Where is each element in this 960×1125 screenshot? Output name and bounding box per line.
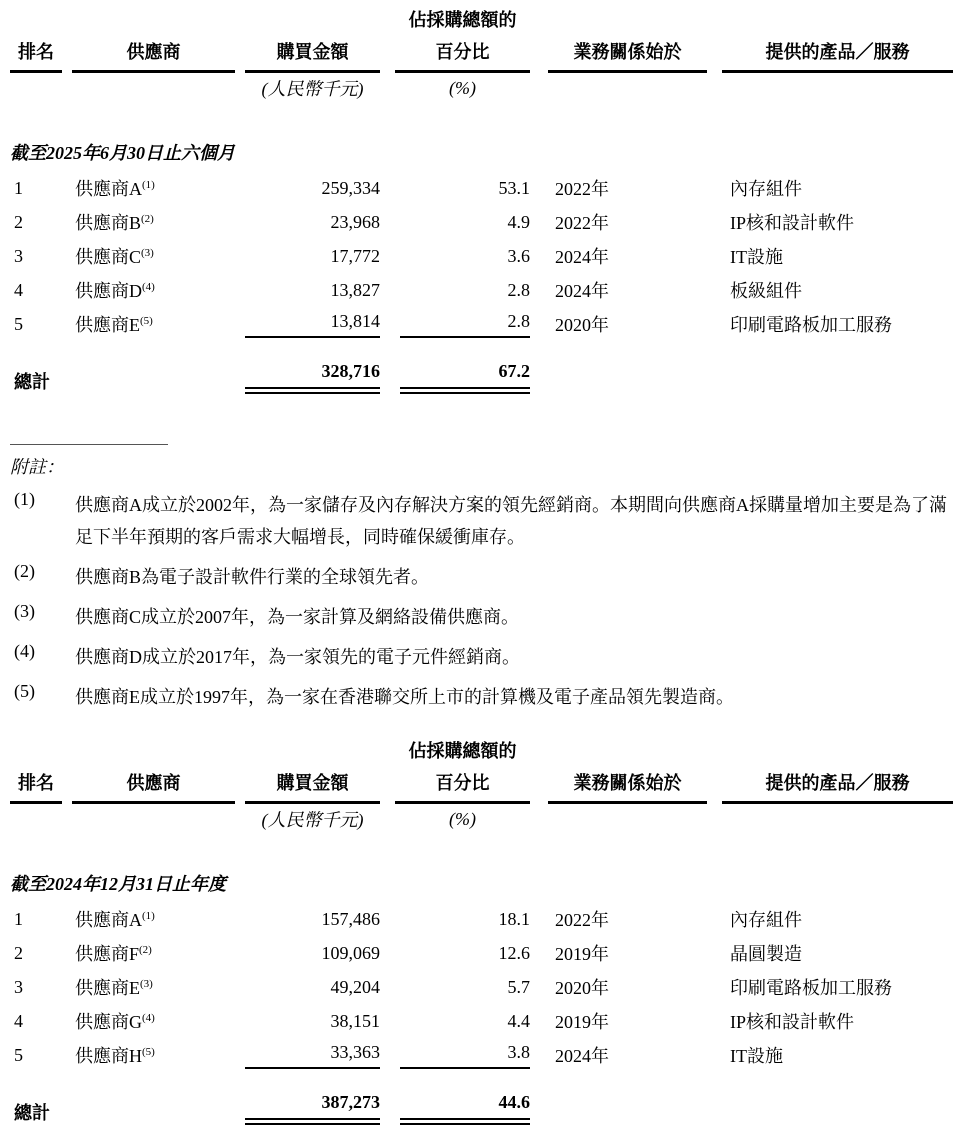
footnote-item bbox=[10, 681, 960, 713]
supplier-cell bbox=[72, 940, 245, 966]
table-header-top-line bbox=[10, 6, 960, 32]
products-cell: 印刷電路板加工服務 bbox=[730, 978, 892, 999]
total-label: 總計 bbox=[14, 1103, 50, 1124]
since-cell: 2019年 bbox=[555, 944, 609, 965]
double-rule bbox=[245, 1118, 380, 1125]
supplier-cell bbox=[72, 209, 245, 235]
amount-cell: 157,486 bbox=[321, 908, 380, 929]
supplier-cell bbox=[72, 974, 245, 1000]
products-cell: IP核和設計軟件 bbox=[730, 213, 855, 233]
pct-cell: 2.8 bbox=[380, 311, 530, 338]
products-cell: 印刷電路板加工服務 bbox=[730, 315, 892, 335]
column-header-products: 提供的產品／服務 bbox=[722, 765, 953, 804]
footnote-ref: (2) bbox=[139, 944, 152, 957]
rank-cell: 2 bbox=[14, 211, 23, 232]
amount-cell: 259,334 bbox=[321, 177, 380, 198]
pct-cell: 18.1 bbox=[498, 908, 530, 929]
rank-cell: 1 bbox=[14, 908, 23, 929]
column-header-pct: 百分比 bbox=[395, 34, 530, 73]
rank-cell: 4 bbox=[14, 279, 23, 300]
supplier-cell bbox=[72, 311, 245, 337]
footnote-ref: (3) bbox=[140, 978, 153, 991]
double-rule bbox=[400, 1118, 530, 1125]
rank-cell: 3 bbox=[14, 245, 23, 266]
table-row bbox=[10, 936, 960, 970]
supplier-cell bbox=[72, 906, 245, 932]
column-header-pct-top: 佔採購總額的 bbox=[408, 741, 517, 762]
pct-cell: 3.8 bbox=[380, 1042, 530, 1069]
footnote-item bbox=[10, 561, 960, 593]
double-rule bbox=[400, 387, 530, 394]
supplier-name: 供應商D bbox=[75, 281, 142, 301]
column-header-supplier: 供應商 bbox=[72, 765, 235, 804]
amount-cell: 33,363 bbox=[245, 1042, 380, 1069]
supplier-name: 供應商G bbox=[75, 1012, 142, 1033]
total-row bbox=[10, 1092, 960, 1125]
footnote-ref: (4) bbox=[142, 1012, 155, 1025]
pct-cell: 3.6 bbox=[507, 245, 530, 266]
table-row bbox=[10, 171, 960, 205]
pct-cell: 4.4 bbox=[507, 1010, 530, 1031]
supplier-cell bbox=[72, 277, 245, 303]
column-header-products: 提供的產品／服務 bbox=[722, 34, 953, 73]
table-row bbox=[10, 307, 960, 341]
products-cell: 內存組件 bbox=[730, 910, 802, 931]
table-units-row bbox=[10, 73, 960, 103]
column-header-pct-top: 佔採購總額的 bbox=[408, 10, 517, 30]
footnote-item bbox=[10, 601, 960, 633]
amount-unit-label: (人民幣千元) bbox=[261, 810, 364, 831]
period-title: 截至2024年12月31日止年度 bbox=[10, 874, 226, 895]
amount-cell: 13,827 bbox=[330, 279, 380, 300]
rank-cell: 3 bbox=[14, 976, 23, 997]
footnote-text: 供應商E成立於1997年，為一家在香港聯交所上市的計算機及電子產品領先製造商。 bbox=[75, 687, 734, 708]
rank-cell: 5 bbox=[14, 1044, 23, 1065]
footnote-number: (1) bbox=[14, 489, 35, 509]
table-header-top-line bbox=[10, 737, 960, 763]
pct-unit-label: (%) bbox=[449, 808, 476, 829]
total-row bbox=[10, 361, 960, 394]
supplier-name: 供應商H bbox=[75, 1046, 142, 1067]
supplier-name: 供應商E bbox=[75, 315, 140, 335]
products-cell: 晶圓製造 bbox=[730, 944, 802, 965]
footnote-text: 供應商B為電子設計軟件行業的全球領先者。 bbox=[75, 567, 430, 588]
pct-cell: 53.1 bbox=[498, 177, 530, 198]
since-cell: 2024年 bbox=[555, 1046, 609, 1067]
rank-cell: 4 bbox=[14, 1010, 23, 1031]
total-pct: 44.6 bbox=[380, 1092, 530, 1125]
column-header-rank: 排名 bbox=[10, 765, 62, 804]
amount-cell: 23,968 bbox=[330, 211, 380, 232]
column-header-rank: 排名 bbox=[10, 34, 62, 73]
footnotes-divider bbox=[10, 444, 168, 445]
total-label: 總計 bbox=[14, 372, 50, 392]
rank-cell: 5 bbox=[14, 313, 23, 334]
since-cell: 2022年 bbox=[555, 910, 609, 931]
amount-cell: 109,069 bbox=[321, 942, 380, 963]
table-row bbox=[10, 239, 960, 273]
pct-cell: 2.8 bbox=[507, 279, 530, 300]
footnote-ref: (3) bbox=[141, 247, 154, 259]
table-units-row bbox=[10, 804, 960, 834]
footnote-number: (2) bbox=[14, 561, 35, 582]
footnote-item bbox=[10, 489, 960, 553]
rank-cell: 1 bbox=[14, 177, 23, 198]
since-cell: 2024年 bbox=[555, 281, 609, 301]
period-title: 截至2025年6月30日止六個月 bbox=[10, 143, 235, 163]
products-cell: 板級組件 bbox=[730, 281, 802, 301]
supplier-cell bbox=[72, 1042, 245, 1068]
amount-cell: 13,814 bbox=[245, 311, 380, 338]
supplier-name: 供應商A bbox=[75, 910, 142, 931]
since-cell: 2019年 bbox=[555, 1012, 609, 1033]
amount-cell: 17,772 bbox=[330, 245, 380, 266]
column-header-amount: 購買金額 bbox=[245, 34, 380, 73]
footnote-number: (4) bbox=[14, 641, 35, 662]
supplier-name: 供應商E bbox=[75, 978, 140, 999]
footnote-text: 供應商C成立於2007年，為一家計算及網絡設備供應商。 bbox=[75, 607, 520, 628]
table-row bbox=[10, 273, 960, 307]
footnote-number: (5) bbox=[14, 681, 35, 702]
table-row bbox=[10, 902, 960, 936]
table-row bbox=[10, 205, 960, 239]
products-cell: IT設施 bbox=[730, 1046, 783, 1067]
footnote-ref: (1) bbox=[142, 910, 155, 923]
since-cell: 2020年 bbox=[555, 315, 609, 335]
footnote-item bbox=[10, 641, 960, 673]
footnote-ref: (1) bbox=[142, 179, 155, 191]
footnote-number: (3) bbox=[14, 601, 35, 622]
since-cell: 2024年 bbox=[555, 247, 609, 267]
table-header-row bbox=[10, 34, 960, 73]
products-cell: IP核和設計軟件 bbox=[730, 1012, 855, 1033]
supplier-cell bbox=[72, 1008, 245, 1034]
amount-cell: 38,151 bbox=[330, 1010, 380, 1031]
table-row bbox=[10, 970, 960, 1004]
amount-unit-label: (人民幣千元) bbox=[261, 79, 364, 99]
footnote-text: 供應商A成立於2002年，為一家儲存及內存解決方案的領先經銷商。本期間向供應商A採購量增加主要是為了滿足下半年預期的客戶需求大幅增長，同時確保緩衝庫存。 bbox=[75, 495, 947, 548]
rank-cell: 2 bbox=[14, 942, 23, 963]
supplier-cell bbox=[72, 243, 245, 269]
since-cell: 2020年 bbox=[555, 978, 609, 999]
total-pct: 67.2 bbox=[380, 361, 530, 394]
footnote-ref: (5) bbox=[142, 1046, 155, 1059]
pct-cell: 4.9 bbox=[507, 211, 530, 232]
supplier-name: 供應商B bbox=[75, 213, 142, 233]
column-header-supplier: 供應商 bbox=[72, 34, 235, 73]
column-header-pct: 百分比 bbox=[395, 765, 530, 804]
suppliers-table-fy-2024 bbox=[10, 737, 960, 1125]
total-amount: 328,716 bbox=[245, 361, 380, 394]
since-cell: 2022年 bbox=[555, 179, 609, 199]
products-cell: 內存組件 bbox=[730, 179, 802, 199]
suppliers-table-h1-2025 bbox=[10, 6, 960, 394]
column-header-amount: 購買金額 bbox=[245, 765, 380, 804]
double-rule bbox=[245, 387, 380, 394]
table-header-row bbox=[10, 765, 960, 804]
footnote-ref: (2) bbox=[141, 213, 154, 225]
footnote-ref: (4) bbox=[142, 281, 155, 293]
supplier-cell bbox=[72, 175, 245, 201]
table-row bbox=[10, 1004, 960, 1038]
pct-cell: 12.6 bbox=[498, 942, 530, 963]
since-cell: 2022年 bbox=[555, 213, 609, 233]
column-header-relation-since: 業務關係始於 bbox=[548, 34, 707, 73]
pct-cell: 5.7 bbox=[507, 976, 530, 997]
footnotes-section bbox=[10, 444, 960, 713]
supplier-name: 供應商C bbox=[75, 247, 142, 267]
supplier-name: 供應商A bbox=[75, 179, 142, 199]
pct-unit-label: (%) bbox=[449, 77, 476, 98]
footnote-text: 供應商D成立於2017年，為一家領先的電子元件經銷商。 bbox=[75, 647, 520, 668]
amount-cell: 49,204 bbox=[330, 976, 380, 997]
products-cell: IT設施 bbox=[730, 247, 783, 267]
column-header-relation-since: 業務關係始於 bbox=[548, 765, 707, 804]
footnotes-title: 附註： bbox=[10, 457, 64, 477]
footnote-ref: (5) bbox=[140, 315, 153, 327]
table-row bbox=[10, 1038, 960, 1072]
supplier-name: 供應商F bbox=[75, 944, 140, 965]
total-amount: 387,273 bbox=[245, 1092, 380, 1125]
